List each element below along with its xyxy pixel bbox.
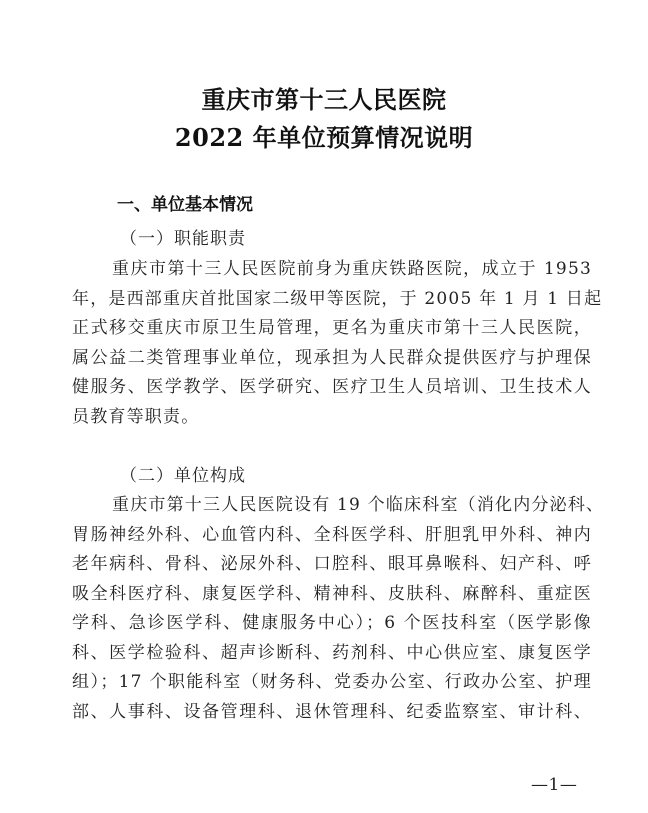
paragraph-line: 部、人事科、设备管理科、退休管理科、纪委监察室、审计科、: [72, 701, 592, 722]
paragraph-composition: [72, 491, 605, 727]
page-number: —1—: [531, 775, 578, 795]
paragraph-line: 正式移交重庆市原卫生局管理，更名为重庆市第十三人民医院，: [72, 318, 592, 338]
paragraph-line: 组）；17 个职能科室（财务科、党委办公室、行政办公室、护理: [72, 672, 592, 692]
paragraph-line: 吸全科医疗科、康复医学科、精神科、皮肤科、麻醉科、重症医: [72, 583, 592, 604]
paragraph-line: 重庆市第十三人民医院前身为重庆铁路医院，成立于 1953: [112, 259, 592, 279]
paragraph-line: 胃肠神经外科、心血管内科、全科医学科、肝胆乳甲外科、神内: [72, 524, 592, 545]
document-title-line1: 重庆市第十三人民医院: [201, 85, 447, 114]
paragraph-line: 年，是西部重庆首批国家二级甲等医院，于 2005 年 1 月 1 日起: [72, 288, 603, 309]
document-title-line2: 2022 年单位预算情况说明: [174, 123, 474, 152]
section-heading-basic-info: 一、单位基本情况: [117, 195, 253, 215]
subheading-composition: （二）单位构成: [120, 466, 246, 486]
paragraph-line: 学科、急诊医学科、健康服务中心）；6 个医技科室（医学影像: [72, 613, 592, 633]
paragraph-line: 员教育等职责。: [72, 406, 200, 427]
paragraph-functions: [72, 255, 603, 432]
paragraph-line: 健服务、医学教学、医学研究、医疗卫生人员培训、卫生技术人: [72, 377, 592, 397]
paragraph-line: 科、医学检验科、超声诊断科、药剂科、中心供应室、康复医学: [72, 642, 592, 663]
paragraph-line: 老年病科、骨科、泌尿外科、口腔科、眼耳鼻喉科、妇产科、呼: [72, 554, 592, 574]
paragraph-line: 属公益二类管理事业单位，现承担为人民群众提供医疗与护理保: [72, 347, 592, 368]
paragraph-line: 重庆市第十三人民医院设有 19 个临床科室（消化内分泌科、: [112, 495, 605, 515]
subheading-functions: （一）职能职责: [120, 229, 246, 249]
